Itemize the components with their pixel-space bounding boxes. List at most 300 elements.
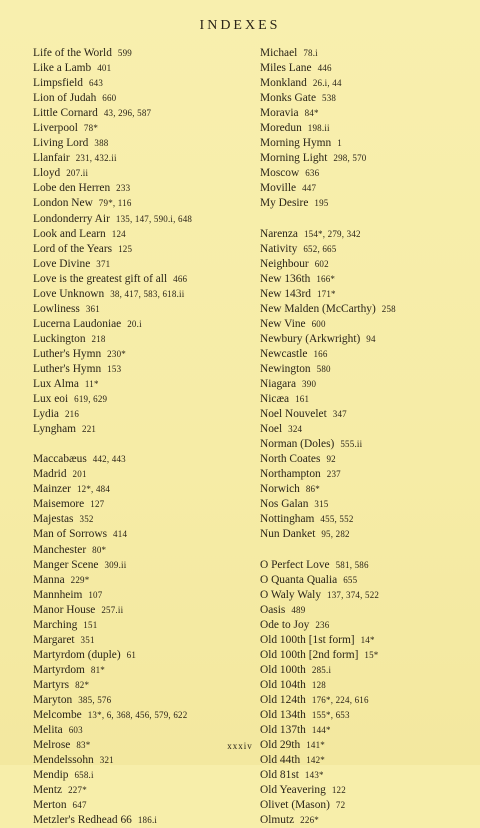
hymn-numbers: 78.i (303, 48, 318, 58)
index-entry (260, 91, 475, 106)
hymn-numbers: 227* (68, 785, 87, 796)
hymn-numbers: 658.i (74, 770, 94, 781)
tune-name: Lobe den Herren (33, 182, 111, 195)
index-entry (260, 452, 475, 467)
tune-name: Londonderry Air (33, 212, 110, 225)
hymn-numbers: 602 (314, 258, 329, 269)
hymn-numbers: 226* (300, 815, 319, 826)
tune-name: Mentz (33, 784, 63, 797)
hymn-numbers: 1 (337, 138, 342, 149)
tune-name: Olivet (Mason) (260, 799, 330, 812)
index-entry (260, 422, 475, 437)
index-entry (33, 678, 253, 693)
tune-name: O Perfect Love (260, 558, 330, 571)
tune-name: Man of Sorrows (33, 528, 108, 541)
tune-name: Monkland (260, 77, 307, 90)
index-entry (33, 708, 253, 723)
tune-name: Liverpool (33, 122, 78, 135)
index-entry (33, 46, 253, 61)
hymn-numbers: 221 (82, 424, 97, 435)
index-entry (260, 618, 475, 633)
index-entry (33, 212, 253, 227)
hymn-numbers: 236 (315, 619, 330, 630)
hymn-numbers: 161 (295, 394, 310, 405)
hymn-numbers: 385, 576 (78, 694, 112, 705)
hymn-numbers: 15* (364, 649, 379, 660)
hymn-numbers: 636 (305, 168, 320, 179)
hymn-numbers: 351 (80, 634, 95, 645)
tune-name: Luther's Hymn (33, 347, 102, 360)
tune-name: Neighbour (260, 257, 309, 270)
tune-name: Love Unknown (33, 287, 105, 300)
index-entry (33, 347, 253, 362)
tune-name: Monks Gate (260, 92, 316, 105)
tune-name: Melita (33, 724, 63, 737)
index-entry (260, 257, 475, 272)
index-entry (33, 467, 253, 482)
tune-name: Luther's Hymn (33, 362, 102, 375)
hymn-numbers: 171* (316, 288, 336, 299)
index-entry (260, 813, 475, 828)
hymn-numbers: 237 (326, 469, 341, 480)
index-entry (33, 106, 253, 121)
tune-name: Mainzer (33, 483, 71, 496)
index-entry (260, 527, 475, 542)
tune-name: Old Yeavering (260, 784, 326, 797)
index-entry (260, 46, 475, 61)
hymn-numbers: 258 (381, 303, 396, 314)
hymn-numbers: 78* (83, 123, 99, 134)
hymn-numbers: 141* (306, 740, 325, 751)
index-entry (33, 136, 253, 151)
index-entry (33, 61, 253, 76)
hymn-numbers: 555.ii (340, 439, 363, 450)
hymn-numbers: 257.ii (101, 604, 124, 615)
tune-name: Maryton (33, 693, 73, 706)
tune-name: Margaret (33, 633, 75, 646)
index-entry (33, 272, 253, 287)
hymn-numbers: 442, 443 (92, 454, 126, 465)
hymn-numbers: 414 (113, 529, 128, 540)
index-entry (33, 618, 253, 633)
hymn-numbers: 80* (92, 544, 107, 555)
hymn-numbers: 198.ii (307, 123, 330, 134)
index-entry (260, 437, 475, 452)
index-entry (260, 798, 475, 813)
index-entry (260, 603, 475, 618)
tune-name: Newcastle (260, 347, 308, 360)
tune-name: Little Cornard (33, 107, 98, 120)
tune-name: Mendip (33, 769, 69, 782)
tune-name: Noel Nouvelet (260, 408, 327, 421)
hymn-numbers: 72 (335, 800, 346, 811)
index-entry (33, 317, 253, 332)
index-entry (33, 497, 253, 512)
tune-name: Old 104th (260, 678, 306, 691)
hymn-numbers: 186.i (137, 815, 158, 826)
index-entry (260, 302, 475, 317)
index-entry (260, 151, 475, 166)
index-entry (260, 753, 475, 768)
tune-name: Look and Learn (33, 227, 106, 240)
index-entry (33, 573, 253, 588)
tune-name: Nicæa (260, 393, 290, 406)
hymn-numbers: 82* (75, 679, 90, 690)
hymn-numbers: 285.i (311, 664, 332, 675)
index-entry (260, 287, 475, 302)
hymn-numbers: 447 (302, 183, 317, 194)
hymn-numbers: 216 (64, 409, 80, 420)
hymn-numbers: 538 (322, 93, 337, 104)
tune-name: Maisemore (33, 498, 85, 511)
tune-name: New 143rd (260, 287, 311, 300)
tune-name: Oasis (260, 603, 286, 616)
tune-name: Martyrdom (33, 663, 85, 676)
hymn-numbers: 390 (302, 378, 317, 389)
hymn-numbers: 446 (317, 63, 332, 74)
tune-name: My Desire (260, 197, 309, 210)
hymn-numbers: 137, 374, 522 (327, 589, 380, 600)
tune-name: Morning Light (260, 152, 328, 165)
index-entry (260, 512, 475, 527)
hymn-numbers: 619, 629 (74, 394, 108, 405)
hymn-numbers: 38, 417, 583, 618.ii (110, 288, 185, 299)
index-entry (33, 603, 253, 618)
hymn-numbers: 176*, 224, 616 (311, 694, 369, 705)
index-entry (33, 663, 253, 678)
tune-name: Lord of the Years (33, 242, 113, 255)
index-entry (33, 121, 253, 136)
tune-name: Martyrdom (duple) (33, 648, 121, 661)
hymn-numbers: 12*, 484 (76, 484, 111, 495)
hymn-numbers: 14* (360, 634, 375, 645)
tune-name: Norman (Doles) (260, 438, 335, 451)
hymn-numbers: 26.i, 44 (312, 78, 342, 89)
section-gap (260, 543, 475, 558)
index-entry (33, 76, 253, 91)
tune-name: Luckington (33, 332, 86, 345)
index-entry (33, 633, 253, 648)
tune-name: Mannheim (33, 588, 83, 601)
tune-name: Living Lord (33, 137, 89, 150)
index-entry (260, 663, 475, 678)
tune-name: Metzler's Redhead 66 (33, 814, 132, 827)
index-entry (33, 783, 253, 798)
hymn-numbers: 652, 665 (303, 243, 337, 254)
tune-name: Norwich (260, 483, 300, 496)
hymn-numbers: 647 (72, 800, 87, 811)
hymn-numbers: 166* (316, 273, 336, 284)
hymn-numbers: 388 (94, 138, 109, 149)
index-entry (260, 588, 475, 603)
tune-name: Majestas (33, 513, 74, 526)
tune-name: Lowliness (33, 302, 80, 315)
tune-name: Nos Galan (260, 498, 309, 511)
tune-name: Olmutz (260, 814, 295, 827)
tune-name: Manger Scene (33, 558, 99, 571)
tune-name: Moville (260, 182, 297, 195)
index-entry (260, 61, 475, 76)
tune-name: Merton (33, 799, 67, 812)
index-entry (33, 813, 253, 828)
tune-name: Moscow (260, 167, 300, 180)
hymn-numbers: 92 (326, 454, 336, 465)
index-entry (33, 588, 253, 603)
index-entry (260, 121, 475, 136)
tune-name: Newbury (Arkwright) (260, 332, 361, 345)
index-entry (260, 633, 475, 648)
index-entry (260, 362, 475, 377)
hymn-numbers: 298, 570 (333, 153, 367, 164)
index-entry (33, 422, 253, 437)
index-entry (33, 482, 253, 497)
hymn-numbers: 655 (343, 574, 358, 585)
section-gap (260, 212, 475, 227)
index-entry (260, 723, 475, 738)
tune-name: Nun Danket (260, 528, 316, 541)
hymn-numbers: 11* (84, 379, 99, 390)
hymn-numbers: 153 (107, 363, 122, 374)
hymn-numbers: 315 (314, 499, 329, 510)
index-entry (260, 136, 475, 151)
tune-name: New 136th (260, 272, 311, 285)
index-entry (33, 543, 253, 558)
index-entry (33, 512, 253, 527)
index-entry (33, 287, 253, 302)
tune-name: Lydia (33, 408, 59, 421)
tune-name: Old 44th (260, 754, 301, 767)
index-entry (260, 272, 475, 287)
hymn-numbers: 371 (96, 258, 111, 269)
index-entry (260, 181, 475, 196)
tune-name: Old 29th (260, 739, 301, 752)
tune-name: Llanfair (33, 152, 70, 165)
hymn-numbers: 81* (90, 664, 105, 675)
index-entry (260, 482, 475, 497)
tune-name: Madrid (33, 468, 67, 481)
index-entry (33, 181, 253, 196)
hymn-numbers: 84* (304, 108, 319, 119)
tune-name: Martyrs (33, 678, 70, 691)
tune-name: Miles Lane (260, 62, 312, 75)
tune-name: Love is the greatest gift of all (33, 272, 168, 285)
hymn-numbers: 401 (97, 63, 112, 74)
hymn-numbers: 309.ii (104, 559, 127, 570)
tune-name: Manna (33, 573, 65, 586)
index-entry (260, 648, 475, 663)
index-entry (33, 362, 253, 377)
hymn-numbers: 231, 432.ii (75, 153, 117, 164)
tune-name: Northampton (260, 468, 321, 481)
tune-name: New Vine (260, 317, 306, 330)
tune-name: North Coates (260, 453, 321, 466)
index-entry (260, 166, 475, 181)
index-entry (33, 527, 253, 542)
hymn-numbers: 79*, 116 (98, 198, 132, 209)
section-gap (33, 437, 253, 452)
hymn-numbers: 207.ii (66, 168, 89, 179)
tune-name: Lucerna Laudoniae (33, 317, 122, 330)
index-entry (260, 196, 475, 211)
index-entry (260, 573, 475, 588)
tune-name: Melcombe (33, 709, 82, 722)
index-entry (33, 693, 253, 708)
hymn-numbers: 229* (70, 574, 90, 585)
index-entry (260, 242, 475, 257)
tune-name: Michael (260, 47, 298, 59)
page-number: xxxiv (227, 741, 253, 751)
hymn-numbers: 124 (111, 228, 126, 239)
tune-name: Ode to Joy (260, 618, 310, 631)
index-entry (33, 798, 253, 813)
index-entry (33, 166, 253, 181)
hymn-numbers: 580 (316, 363, 331, 374)
index-entry (33, 91, 253, 106)
hymn-numbers: 151 (83, 619, 98, 630)
hymn-numbers: 95, 282 (321, 529, 350, 540)
index-entry (33, 151, 253, 166)
hymn-numbers: 107 (88, 589, 103, 600)
hymn-numbers: 600 (311, 318, 326, 329)
tune-name: Niagara (260, 377, 297, 390)
index-entry (260, 708, 475, 723)
tune-name: New Malden (McCarthy) (260, 302, 376, 315)
hymn-numbers: 135, 147, 590.i, 648 (115, 213, 193, 224)
tune-name: Newington (260, 362, 311, 375)
index-entry (260, 347, 475, 362)
right-index-column (260, 46, 475, 828)
left-index-column (33, 46, 253, 828)
index-entry (33, 452, 253, 467)
hymn-numbers: 128 (311, 679, 326, 690)
tune-name: Mendelssohn (33, 754, 94, 767)
hymn-numbers: 20.i (127, 318, 142, 329)
index-entry (33, 242, 253, 257)
hymn-numbers: 154*, 279, 342 (303, 228, 361, 239)
tune-name: Marching (33, 618, 78, 631)
hymn-numbers: 324 (288, 424, 303, 435)
index-entry (260, 377, 475, 392)
hymn-numbers: 83* (76, 740, 91, 751)
tune-name: Noel (260, 423, 283, 436)
hymn-numbers: 13*, 6, 368, 456, 579, 622 (87, 710, 188, 721)
tune-name: Old 100th [1st form] (260, 633, 355, 646)
index-entry (33, 227, 253, 242)
hymn-numbers: 455, 552 (320, 514, 354, 525)
tune-name: Melrose (33, 739, 71, 752)
hymn-numbers: 347 (332, 409, 347, 420)
tune-name: Nottingham (260, 513, 315, 526)
index-entry (260, 332, 475, 347)
tune-name: Old 124th (260, 693, 306, 706)
hymn-numbers: 86* (305, 484, 320, 495)
hymn-numbers: 230* (107, 348, 126, 359)
hymn-numbers: 94 (366, 333, 376, 344)
index-entry (33, 648, 253, 663)
index-entry (33, 558, 253, 573)
tune-name: Limpsfield (33, 77, 83, 90)
hymn-numbers: 660 (102, 93, 117, 104)
index-entry (260, 558, 475, 573)
index-entry (260, 76, 475, 91)
tune-name: Manor House (33, 603, 96, 616)
index-entry (33, 196, 253, 211)
index-entry (33, 723, 253, 738)
index-entry (260, 678, 475, 693)
tune-name: Lion of Judah (33, 92, 97, 105)
index-entry (33, 407, 253, 422)
tune-name: Lux Alma (33, 378, 79, 391)
hymn-numbers: 125 (118, 243, 133, 254)
index-entry (33, 768, 253, 783)
hymn-numbers: 155*, 653 (311, 709, 350, 720)
index-entry (33, 377, 253, 392)
hymn-numbers: 581, 586 (335, 559, 369, 570)
index-entry (33, 753, 253, 768)
tune-name: Narenza (260, 227, 298, 240)
index-entry (260, 768, 475, 783)
tune-name: Moravia (260, 107, 299, 120)
index-entry (260, 407, 475, 422)
index-entry (260, 106, 475, 121)
index-entry (260, 783, 475, 798)
tune-name: London New (33, 197, 93, 210)
index-entry (33, 332, 253, 347)
tune-name: Old 137th (260, 724, 306, 737)
hymn-numbers: 61 (126, 649, 137, 660)
tune-name: Old 100th (260, 663, 306, 676)
tune-name: Lyngham (33, 423, 77, 436)
index-entry (33, 257, 253, 272)
hymn-numbers: 144* (311, 725, 331, 736)
hymn-numbers: 489 (291, 604, 306, 615)
hymn-numbers: 43, 296, 587 (103, 108, 152, 119)
page-header: INDEXES (199, 18, 281, 33)
tune-name: Lux eoi (33, 393, 69, 406)
hymn-numbers: 643 (88, 78, 104, 89)
tune-name: Manchester (33, 543, 87, 556)
hymn-numbers: 166 (313, 348, 328, 359)
hymn-numbers: 599 (117, 48, 133, 58)
tune-name: Love Divine (33, 257, 91, 270)
tune-name: Maccabæus (33, 453, 87, 466)
tune-name: Old 134th (260, 708, 306, 721)
hymn-numbers: 122 (331, 785, 346, 796)
hymn-numbers: 466 (173, 273, 188, 284)
index-entry (260, 227, 475, 242)
hymn-numbers: 127 (90, 499, 105, 510)
hymn-numbers: 352 (79, 514, 94, 525)
tune-name: Nativity (260, 242, 298, 255)
hymn-numbers: 361 (85, 303, 100, 314)
hymn-numbers: 201 (72, 469, 87, 480)
tune-name: Old 100th [2nd form] (260, 648, 359, 661)
index-entry (260, 497, 475, 512)
index-entry (260, 317, 475, 332)
hymn-numbers: 603 (68, 725, 83, 736)
hymn-numbers: 195 (314, 198, 329, 209)
index-entry (33, 302, 253, 317)
tune-name: Morning Hymn (260, 137, 332, 150)
tune-name: Moredun (260, 122, 302, 135)
index-entry (260, 467, 475, 482)
hymn-numbers: 321 (99, 755, 114, 766)
tune-name: Lloyd (33, 167, 61, 180)
tune-name: Life of the World (33, 47, 112, 59)
tune-name: Old 81st (260, 769, 299, 782)
hymn-numbers: 142* (306, 755, 325, 766)
tune-name: O Quanta Qualia (260, 573, 338, 586)
